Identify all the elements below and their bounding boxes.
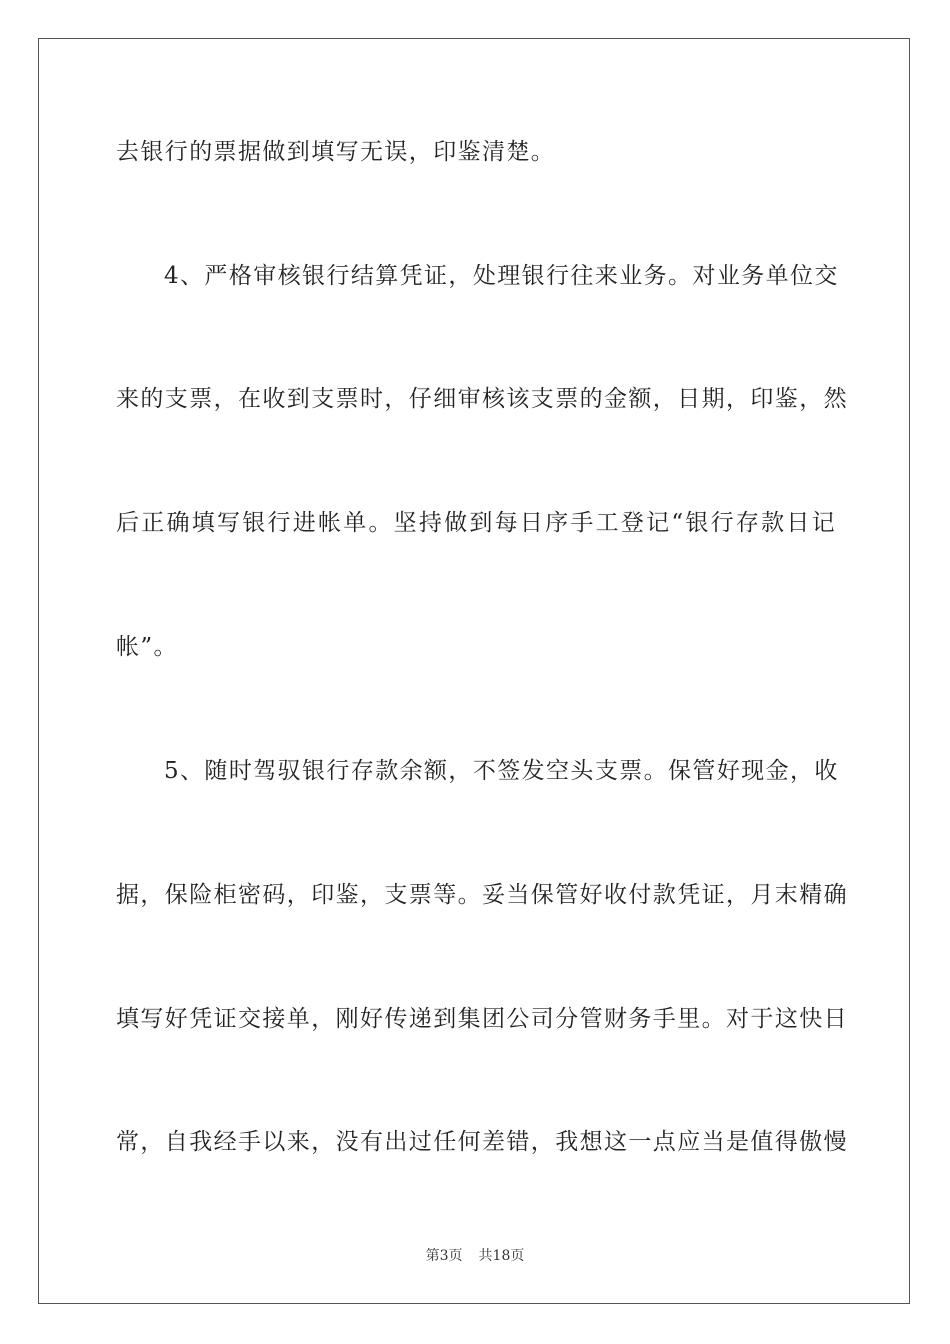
text-line: 常，自我经手以来，没有出过任何差错，我想这一点应当是值得傲慢: [116, 1129, 848, 1155]
page-total: 共18页: [478, 1248, 525, 1264]
text-line: 帐”。: [116, 634, 178, 660]
page-footer: [0, 1247, 950, 1265]
text-line: 后正确填写银行进帐单。坚持做到每日序手工登记“银行存款日记: [116, 510, 836, 536]
text-line: 据，保险柜密码，印鉴，支票等。妥当保管好收付款凭证，月末精确: [116, 882, 848, 908]
text-line: 来的支票，在收到支票时，仔细审核该支票的金额，日期，印鉴，然: [116, 386, 848, 412]
text-line: 去银行的票据做到填写无误，印鉴清楚。: [116, 139, 556, 165]
text-line: 5、随时驾驭银行存款余额，不签发空头支票。保管好现金，收: [164, 758, 839, 784]
text-line: 4、严格审核银行结算凭证，处理银行往来业务。对业务单位交: [164, 263, 839, 289]
text-line: 填写好凭证交接单，刚好传递到集团公司分管财务手里。对于这快日: [116, 1006, 848, 1032]
page-number: 第3页: [425, 1248, 463, 1264]
page-border: [38, 38, 910, 1304]
